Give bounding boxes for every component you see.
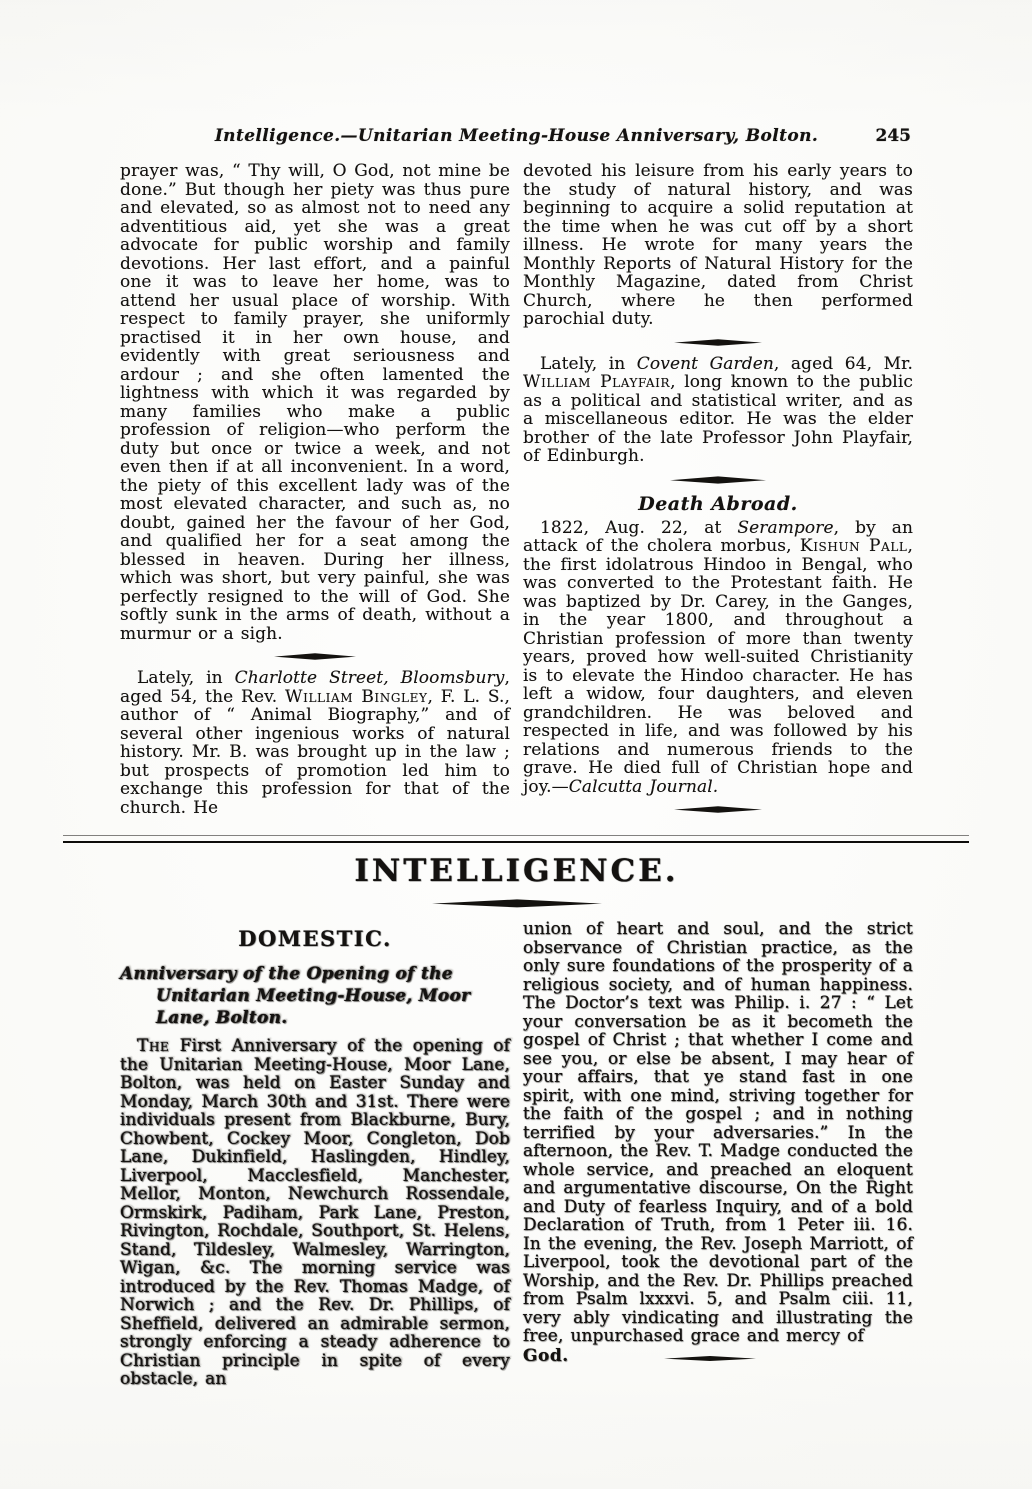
intelligence-divider [120,898,913,909]
bingley-text: , F. L. S., author of “ Animal Biography,” and of several other ingenious works of natural history. Mr. B. was brought up in the law ; but prospects of promotion led him to exchange this profession for that of the church. He [120,686,511,818]
bingley-name: William Bingley [285,686,428,707]
kishun-place: Serampore [737,517,834,538]
domestic-heading: DOMESTIC. [238,926,392,951]
obituary-left-column [120,162,510,822]
domestic-left-column [120,920,510,1389]
kishun-name: Kishun Pall [799,536,908,556]
anniversary-continuation: union of heart and soul, and the strict observance of Christian practice, as the only sure foundations of the prosperity of a religious society, and of human happiness. The Doctor’s text was Philip. i. 27 : “ Let your conversation be as it becometh the gospel of Christ ; that whether I come and see you, or else be absent, I may hear of your affairs, that ye stand fast in one spirit, with one mind, striving together for the faith of the gospel ; and in nothing terrified by your adversaries.” In the afternoon, the Rev. T. Madge conducted the whole service, and preached an eloquent and argumentative discourse, On the Right and Duty of fearless Inquiry, and of a bold Declaration of Truth, from 1 Peter iii. 16. In the evening, the Rev. Joseph Marriott, of Liverpool, took the devotional part of the Worship, and the Rev. Dr. Phillips preached from Psalm lxxxvi. 5, and Psalm ciii. 11, very ably vindicating and illustrating the free, unpurchased grace and mercy of [523,919,913,1346]
article-title [120,963,510,1029]
obituary-bingley-continuation: devoted his leisure from his early years to the study of natural history, and was beginning to acquire a solid reputation at the time when he was cut off by a short illness. He wrote for many years the Monthly Reports of Natural History for the Monthly Magazine, dated from Christ Church, where he then performed parochial duty. [523,161,913,329]
page-number: 245 [875,126,911,146]
tapered-rule-icon [674,805,762,814]
playfair-text: , long known to the public as a political and statistical writer, and as a miscellaneous editor. He was the elder brother of the late Professor John Playfair, of Edinburgh. [523,372,913,466]
tapered-rule-icon [274,652,356,661]
bingley-text: , aged 54, the Rev. [120,668,510,707]
tapered-rule-divider [523,338,913,347]
closing-word: God. [523,1345,569,1366]
death-abroad-heading: Death Abroad. [638,492,798,515]
obituary-playfair-paragraph [523,355,913,466]
domestic-right-column [523,920,913,1389]
anniversary-text: First Anniversary of the opening of the Unitarian Meeting-House, Moor Lane, Bolton, was held on Easter Sunday and Monday, March 30th and 31st. There were individuals present from Blackburne, Bury, Chowbent, Cockey Moor, Congleton, Dob Lane, Dukinfield, Haslingden, Hindley, Liverpool, Macclesfield, Manchester, Mellor, Monton, Newchurch Rossendale, Ormskirk, Padiham, Park Lane, Preston, Rivington, Rochdale, Southport, St. Helens, Stand, Tildesley, Walmesley, Warrington, Wigan, &c. The morning service was introduced by the Rev. Thomas Madge, of Norwich ; and the Rev. Dr. Phillips, of Sheffield, delivered an admirable sermon, strongly enforcing a steady adherence to Christian principle in spite of every obstacle, an [120,1036,510,1389]
tapered-rule-icon [432,898,602,909]
intelligence-heading: INTELLIGENCE. [354,853,679,889]
bingley-place: Charlotte Street, Bloomsbury [234,668,505,688]
running-header-title: Intelligence.—Unitarian Meeting-House Anniversary, Bolton. [214,126,819,146]
tapered-rule-divider [523,805,913,814]
kishun-text: , the first idolatrous Hindoo in Bengal, who was converted to the Protestant faith. He was baptized by Dr. Carey, in the Ganges, in the year 1800, and throughout a Christian profession of more than twenty years, proved how well-suited Christianity is to elevate the Hindoo character. He has left a widow, four daughters, and eleven grandchildren. He was beloved and respected in life, and was followed by his relations and numerous friends to the grave. He died full of Christian hope and joy.— [523,536,913,797]
tapered-rule-icon [674,338,762,347]
kishun-text: 1822, Aug. 22, at [540,517,738,538]
tapered-rule-icon [670,475,766,485]
closing-line [523,1346,913,1367]
bingley-text: Lately, in [137,668,235,688]
obituary-lady-paragraph: prayer was, “ Thy will, O God, not mine be done.” But though her piety was thus pure and elevated, so as almost not to need any adventitious aid, yet she was a great advocate for public worship and family devotions. Her last effort, and a painful one it was to leave her home, was to attend her usual place of worship. With respect to family prayer, she uniformly practised it in her own house, and evidently with great seriousness and ardour ; and she often lamented the lightness with which it was regarded by many families who make a public profession of religion—who perform the duty but once or twice a week, and not even then if at all inconvenient. In a word, the piety of this excellent lady was of the most elevated character, and such as, no doubt, gained her the favour of her God, and qualified her for a seat among the blessed in heaven. During her illness, which was short, but very painful, she was perfectly resigned to the will of God. She softly sunk in the arms of death, without a murmur or a sigh. [120,161,510,644]
playfair-text: Lately, in [540,353,637,374]
obituary-kishun-paragraph [523,519,913,797]
obituary-bingley-paragraph [120,669,510,817]
tapered-rule-icon [664,1355,756,1362]
kishun-text: , by an attack of the cholera morbus, [523,517,913,556]
playfair-text: , aged 64, Mr. [773,353,913,374]
closing-divider [664,1348,756,1367]
anniversary-paragraph [120,1037,510,1389]
tapered-rule-divider [523,475,913,485]
obituary-right-column [523,162,913,822]
running-header [120,126,913,152]
domestic-columns [120,920,913,1389]
playfair-place: Covent Garden [636,353,774,374]
anniversary-lead-word: The [137,1036,170,1056]
section-rule [63,835,969,843]
kishun-source: Calcutta Journal. [568,776,719,797]
article-title-text: Anniversary of the Opening of the Unitarian Meeting-House, Moor Lane, Bolton. [120,964,471,1028]
tapered-rule-divider [120,652,510,661]
playfair-name: William Playfair [523,372,671,392]
obituary-columns [120,162,913,822]
